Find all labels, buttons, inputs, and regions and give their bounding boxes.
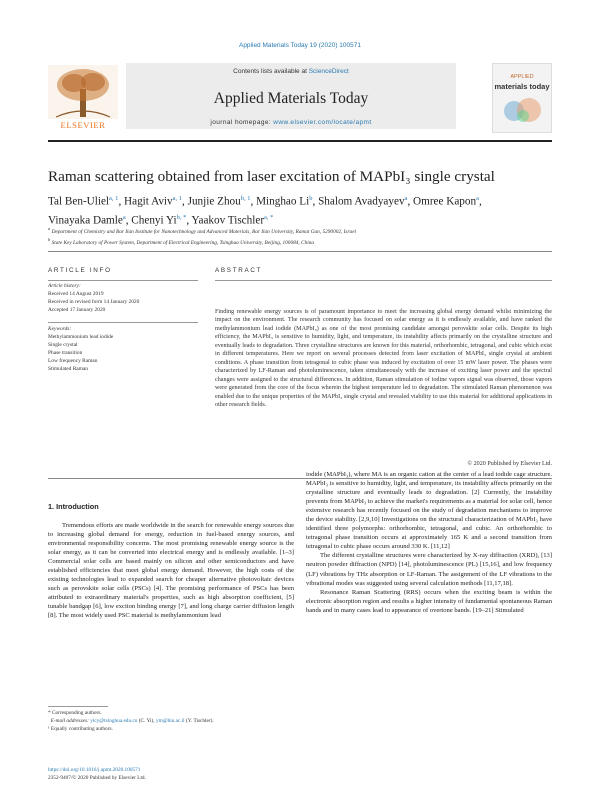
author-sup: b, *: [176, 213, 187, 221]
email-line: [48, 717, 298, 725]
elsevier-logo: [48, 65, 118, 129]
author-sup: b: [309, 195, 313, 202]
keyword: Phase transition: [48, 349, 83, 356]
corresponding-note: * Corresponding authors.: [48, 710, 102, 716]
abstract-text: Finding renewable energy sources is of paramount importance to meet the increasing global energy demand whilst minimizing the impact on the environment. The research community has focused on solar energy as it is endlessly available, and have ranked the methylammonium lead iodide (MAPbI₃) as one of the most promising candidate amongst perovskite solar cells. Despite its high efficiency, the MAPbI₃ is sensitive to humidity, light, and temperature, its instability affects primarily on the crystalline structure and eventually leads to degradation. Three crystalline structures are known for this material, orthorhombic, tetragonal, and cubic which exist in different temperatures. Here we report on several processes detected from laser excitation of MAPbI₃ single crystal at ambient conditions. A phase transition from tetragonal to cubic phase was induced by excitation of over 15 mW laser power. The phases were characterized by LF-Raman and photoluminescence, taken simultaneously with the increase of exciting laser power and the spectral changes were assigned to the structural differences. In addition, Raman stimulation of iodine vapors signal was observed, those vapors were generated from the core of the focus wherein the highest temperature led to degradation. The stimulated Raman phenomenon was enabled due to the unique properties of the MAPbI₃ single crystal and revealed viability to use this material for additional applications in other research fields.: [215, 309, 552, 408]
author-name[interactable]: Junjie Zhou: [187, 195, 241, 208]
author-name[interactable]: Vinayaka Damle: [48, 214, 123, 227]
author-sup: b, 1: [240, 195, 251, 202]
keywords: [48, 326, 198, 373]
author-sup: a: [122, 213, 126, 221]
intro-left-paragraph: Tremendous efforts are made worldwide in the search for renewable energy sources due to increasing global demand for energy, reduction in fuel-based energy sources, and environmental responsibility concerns. The most promising renewable energy source is the solar energy, as it can be converted into electrical energy and is endlessly available. [1–3] Commercial solar cells are based mainly on silicon and other semiconductors and have established efficiencies that meet global energy demand. However, the high costs of the existing technologies lead to expanded search for cheaper alternative photovoltaic devices such as perovskite solar cells (PSCs) [4]. The promising performance of PSCs has been attributed to extraordinary material's properties, such as high absorption coefficient, [5] tunable bandgap [6], low exciton binding energy [7], and long charge carrier diffusion length [8]. The most widely used PSC material is methylammonium lead: [48, 522, 294, 620]
article-title: Raman scattering obtained from laser excitation of MAPbI₃ single crystal: [48, 168, 495, 185]
footnote-rule: [48, 706, 108, 707]
journal-citation[interactable]: Applied Materials Today 19 (2020) 100571: [238, 42, 362, 49]
intro-right-paragraph-3: Resonance Raman Scattering (RRS) occurs when the exciting beam is within the electronic absorption region and results a higher intensity of fundamental spontaneous Raman bands and in many cases lead to appearance of overtone bands. [19–21] Stimulated: [306, 588, 552, 614]
author-name[interactable]: Omree Kapon: [413, 195, 477, 208]
abstract-heading: ABSTRACT: [215, 267, 263, 274]
history-item: Accepted 17 January 2020: [48, 306, 106, 313]
header-rule: [48, 140, 552, 142]
author-sup: a, 1: [109, 195, 119, 202]
author-sup: a: [404, 195, 408, 202]
intro-right-column: [306, 470, 552, 615]
sciencedirect-link[interactable]: ScienceDirect: [308, 68, 349, 75]
email-name-2: (Y. Tischler).: [185, 718, 214, 724]
intro-right-paragraph-2: The different crystalline structures were characterized by X-ray diffraction (XRD), [13] neutron powder diffraction (NPD) [14], photoluminescence (PL) [15,16], and low frequency (LF) vibrations by THz absorption or LF-Raman. The assignment of the LF vibrations to the vibrational modes was suggested using several calculation methods [11,17,18].: [306, 552, 552, 587]
article-history: [48, 283, 198, 315]
copyright: © 2020 Published by Elsevier Ltd.: [467, 461, 552, 467]
equal-contribution-note: ¹ Equally contributing authors.: [48, 726, 113, 732]
intro-right-paragraph-1: iodide (MAPbI₃), where MA is an organic cation at the center of a lead iodide cage structure. MAPbI₃ is sensitive to humidity, light, and temperature, its instability affects primarily on the crystalline structure and eventually leads to degradation. [2] Currently, the instability prevents from MAPbI₃ to achieve the market's requirements as a material for solar cell, hence extensive research has recently focused on the study of degradation mechanisms to improve the device stability. [2,9,10] Investigations on the structural characterization of MAPbI₃ have identified three polymorphs: orthorhombic, tetragonal, and cubic. An orthorhombic to tetragonal phase transition occurs at approximately 165 K and a second transition from tetragonal to cubic phase occurs around 330 K. [11,12]: [306, 471, 552, 551]
email-label: E-mail addresses:: [50, 718, 89, 724]
author-name[interactable]: Chenyi Yi: [131, 214, 177, 227]
introduction-heading: 1. Introduction: [48, 502, 99, 511]
keyword: Single crystal: [48, 341, 78, 348]
author-name[interactable]: Hagit Aviv: [124, 195, 173, 208]
email-link-2[interactable]: ym@biu.ac.il: [155, 718, 185, 724]
affiliations: [48, 225, 552, 248]
email-name-1: (C. Yi),: [138, 718, 155, 724]
abstract-rule: [215, 280, 552, 281]
author-name[interactable]: Yaakov Tischler: [191, 214, 265, 227]
author-list: Tal Ben-Uliel$^{a, 1}$, Hagit Aviv$^{a, 1}$, Junjie Zhou$^{b, 1}$, Minghao Li$^b$, Shalom Avadyayev$^a$, Omree Kapon$^a$, Vinayaka Damle$^a$, Chenyi $Yi^{b, *}$, Yaakov Tischler$^{a, *}$: [48, 195, 482, 227]
homepage-prefix: journal homepage:: [210, 119, 272, 126]
affiliation-sup: b: [48, 237, 51, 243]
keywords-rule: [48, 322, 198, 323]
elsevier-tree-icon: [48, 65, 118, 119]
doi-link[interactable]: https://doi.org/10.1016/j.apmt.2020.100571: [48, 767, 141, 773]
bottom-meta: [48, 766, 298, 782]
keywords-label: Keywords:: [48, 326, 72, 332]
cover-small-text: APPLIED: [510, 74, 534, 80]
cover-title: materials today: [494, 82, 550, 91]
keyword: Methylammonium lead iodide: [48, 333, 114, 340]
author-sup: a, *: [264, 213, 274, 221]
author-name[interactable]: Tal Ben-Uliel: [48, 195, 110, 208]
history-item: Received in revised form 14 January 2020: [48, 298, 140, 305]
journal-banner: [126, 63, 456, 129]
homepage-link[interactable]: www.elsevier.com/locate/apmt: [273, 119, 372, 126]
journal-cover: [492, 63, 552, 133]
article-info-rule: [48, 280, 198, 281]
author-sup: a: [476, 195, 479, 202]
issn-line: 2352-9407/© 2020 Published by Elsevier Ltd.: [48, 775, 146, 781]
masthead: [48, 63, 552, 135]
footnotes: [48, 709, 298, 733]
history-item: Received 14 August 2019: [48, 290, 104, 297]
article-info-heading: ARTICLE INFO: [48, 267, 112, 274]
author-sup: a, 1: [172, 195, 182, 202]
history-label: Article history:: [48, 283, 81, 289]
journal-name: Applied Materials Today: [213, 90, 369, 107]
affiliation-a: [48, 225, 552, 236]
affiliation-rule: [48, 251, 552, 252]
author-name[interactable]: Shalom Avadyayev: [318, 195, 405, 208]
cover-art-icon: [499, 96, 545, 126]
elsevier-wordmark: ELSEVIER: [60, 120, 106, 130]
affiliation-sup: a: [48, 226, 51, 231]
keyword: Stimulated Raman: [48, 365, 88, 372]
author-name[interactable]: Minghao Li: [256, 195, 310, 208]
keyword: Low frequency Raman: [48, 357, 98, 364]
contents-line: [126, 68, 456, 75]
affiliation-text: State Key Laboratory of Power System, Department of Electrical Engineering, Tsinghua University, Beijing, 100084, China: [51, 240, 314, 247]
homepage-line: [126, 119, 456, 126]
contents-prefix: Contents lists available at: [233, 68, 307, 75]
email-link-1[interactable]: yicy@tsinghua.edu.cn: [90, 718, 138, 724]
affiliation-text: Department of Chemistry and Bar Ilan Institute for Nanotechnology and Advanced Materials, Bar Ilan University, Ramat Gan, 5290002, Israel: [51, 228, 357, 235]
affiliation-b: [48, 236, 552, 247]
